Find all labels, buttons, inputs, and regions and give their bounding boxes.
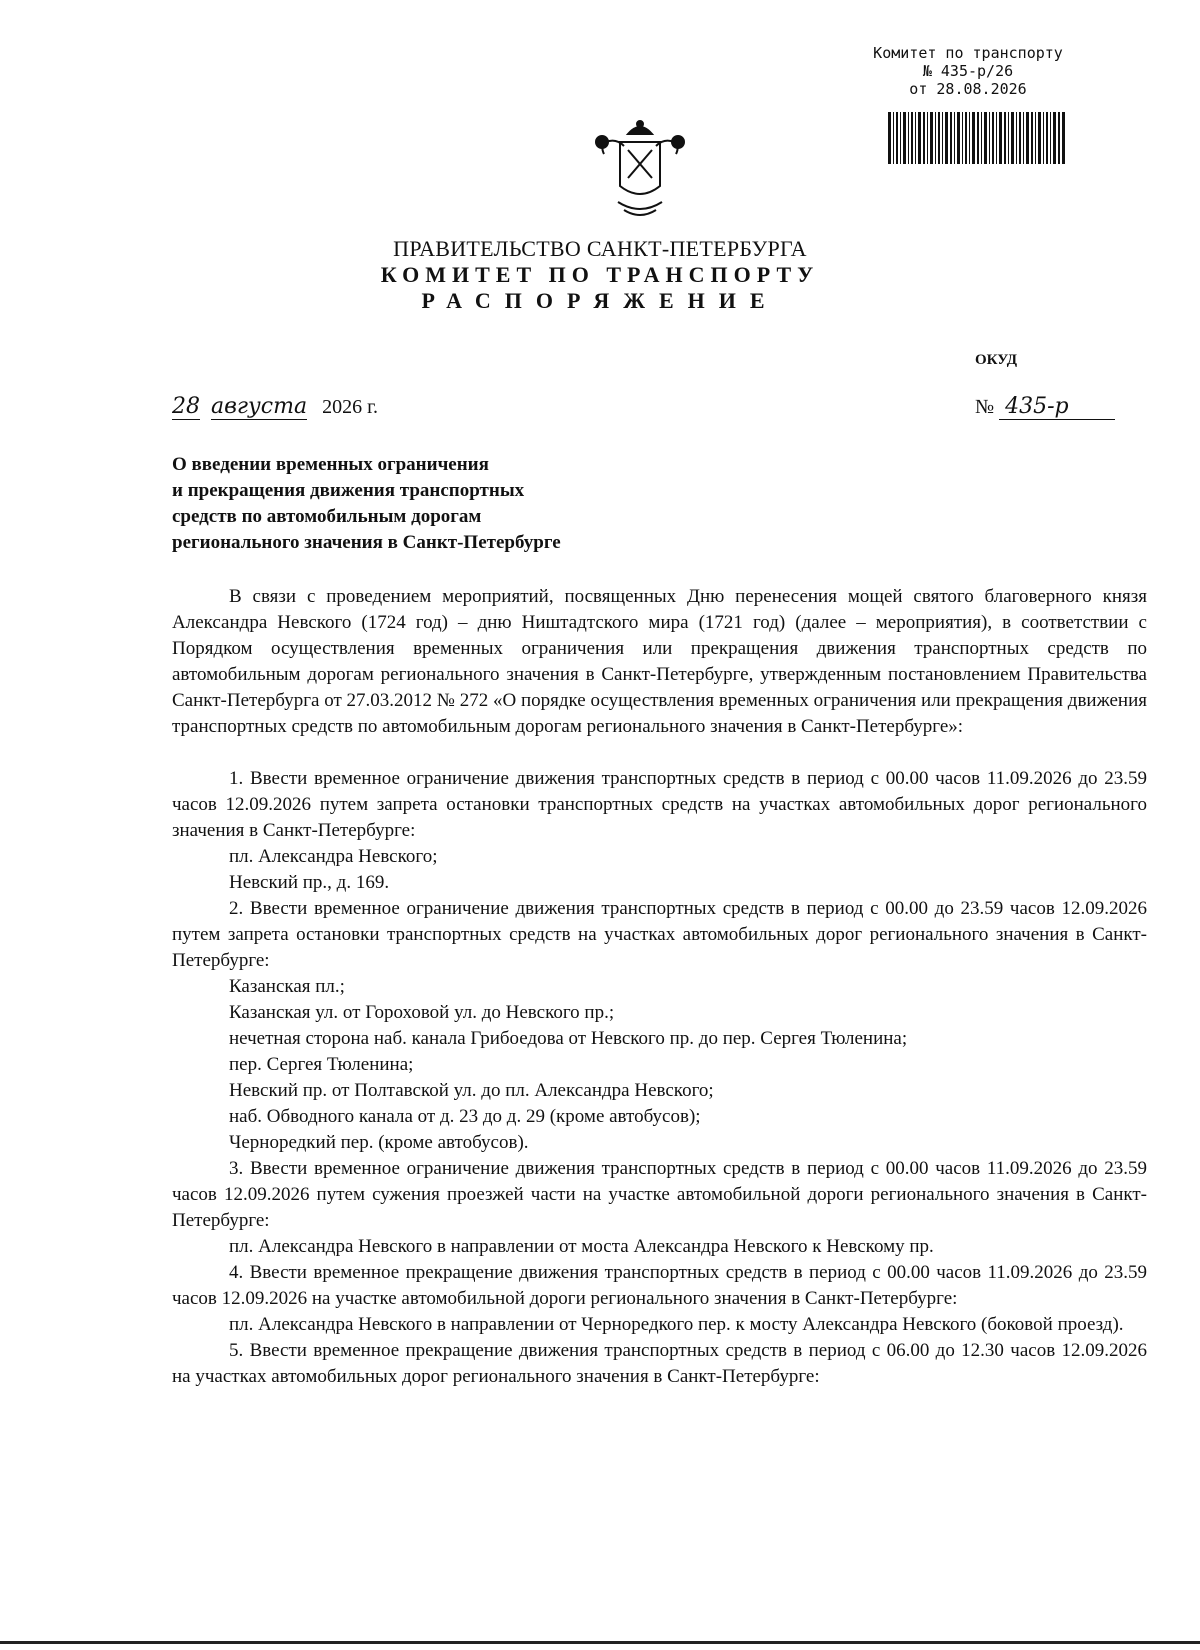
item-2-street: пер. Сергея Тюленина; (229, 1054, 414, 1075)
document-title (172, 452, 692, 556)
header-doc-type: РАСПОРЯЖЕНИЕ (421, 288, 779, 313)
title-line: регионального значения в Санкт-Петербурге (172, 532, 561, 553)
item-2-paragraph: 2. Ввести временное ограничение движения транспортных средств в период с 00.00 до 23.59 часов 12.09.2026 путем запрета остановки транспортных средств на участках автомобильных дорог регионального значения в Санкт-Петербурге: (172, 898, 1147, 971)
registration-stamp (868, 44, 1068, 98)
document-date (172, 394, 378, 420)
page-bottom-edge (0, 1641, 1200, 1644)
item-2-street: Казанская пл.; (229, 976, 345, 997)
stamp-org: Комитет по транспорту (873, 44, 1063, 62)
item-2-street: Черноредкий пер. (кроме автобусов). (229, 1132, 529, 1153)
date-day: 28 (172, 394, 200, 419)
item-1-street: Невский пр., д. 169. (229, 872, 390, 893)
stamp-number: № 435-р/26 (922, 62, 1014, 80)
date-month: августа (211, 394, 308, 419)
item-3-paragraph: 3. Ввести временное ограничение движения транспортных средств в период с 00.00 часов 11.09.2026 до 23.59 часов 12.09.2026 путем сужения проезжей части на участке автомобильной дороги регионального значения в Санкт-Петербурге: (172, 1158, 1147, 1231)
header-government: ПРАВИТЕЛЬСТВО САНКТ-ПЕТЕРБУРГА (393, 236, 807, 261)
item-4-paragraph: 4. Ввести временное прекращение движения транспортных средств в период с 00.00 часов 11.09.2026 до 23.59 часов 12.09.2026 на участке автомобильной дороги регионального значения в Санкт-Петербурге: (172, 1262, 1147, 1309)
item-2-street: Казанская ул. от Гороховой ул. до Невского пр.; (229, 1002, 615, 1023)
item-3-street: пл. Александра Невского в направлении от моста Александра Невского к Невскому пр. (229, 1236, 934, 1257)
okud-label: ОКУД (975, 352, 1018, 368)
title-line: средств по автомобильным дорогам (172, 506, 482, 527)
document-number (975, 394, 1115, 420)
number-prefix: № (975, 396, 995, 418)
item-2-street: Невский пр. от Полтавской ул. до пл. Александра Невского; (229, 1080, 714, 1101)
barcode-image (888, 112, 1066, 164)
item-2-street: нечетная сторона наб. канала Грибоедова от Невского пр. до пер. Сергея Тюленина; (229, 1028, 908, 1049)
preamble-paragraph: В связи с проведением мероприятий, посвященных Дню перенесения мощей святого благоверного князя Александра Невского (1724 год) – дню Ништадтского мира (1721 год) (далее – мероприятия), в соответствии с Порядком осуществления временных ограничения или прекращения движения транспортных средств по автомобильным дорогам регионального значения в Санкт-Петербурге, утвержденным постановлением Правительства Санкт-Петербурга от 27.03.2012 № 272 «О порядке осуществления временных ограничения или прекращения движения транспортных средств по автомобильным дорогам регионального значения в Санкт-Петербурге»: (172, 586, 1147, 737)
title-line: и прекращения движения транспортных (172, 480, 525, 501)
item-5-paragraph: 5. Ввести временное прекращение движения транспортных средств в период с 06.00 до 12.30 часов 12.09.2026 на участках автомобильных дорог регионального значения в Санкт-Петербурге: (172, 1340, 1147, 1387)
coat-of-arms-emblem (590, 116, 690, 226)
item-2-street: наб. Обводного канала от д. 23 до д. 29 (кроме автобусов); (229, 1106, 701, 1127)
item-1-street: пл. Александра Невского; (229, 846, 438, 867)
document-body (172, 584, 1147, 1390)
date-year: 2026 г. (322, 396, 379, 418)
header-committee: КОМИТЕТ ПО ТРАНСПОРТУ (380, 262, 820, 287)
title-line: О введении временных ограничения (172, 454, 489, 475)
item-4-street: пл. Александра Невского в направлении от Черноредкого пер. к мосту Александра Невского (боковой проезд). (229, 1314, 1124, 1335)
number-value: 435-р (999, 394, 1115, 420)
stamp-date: от 28.08.2026 (909, 80, 1027, 98)
item-1-paragraph: 1. Ввести временное ограничение движения транспортных средств в период с 00.00 часов 11.09.2026 до 23.59 часов 12.09.2026 путем запрета остановки транспортных средств на участках автомобильных дорог регионального значения в Санкт-Петербурге: (172, 768, 1147, 841)
